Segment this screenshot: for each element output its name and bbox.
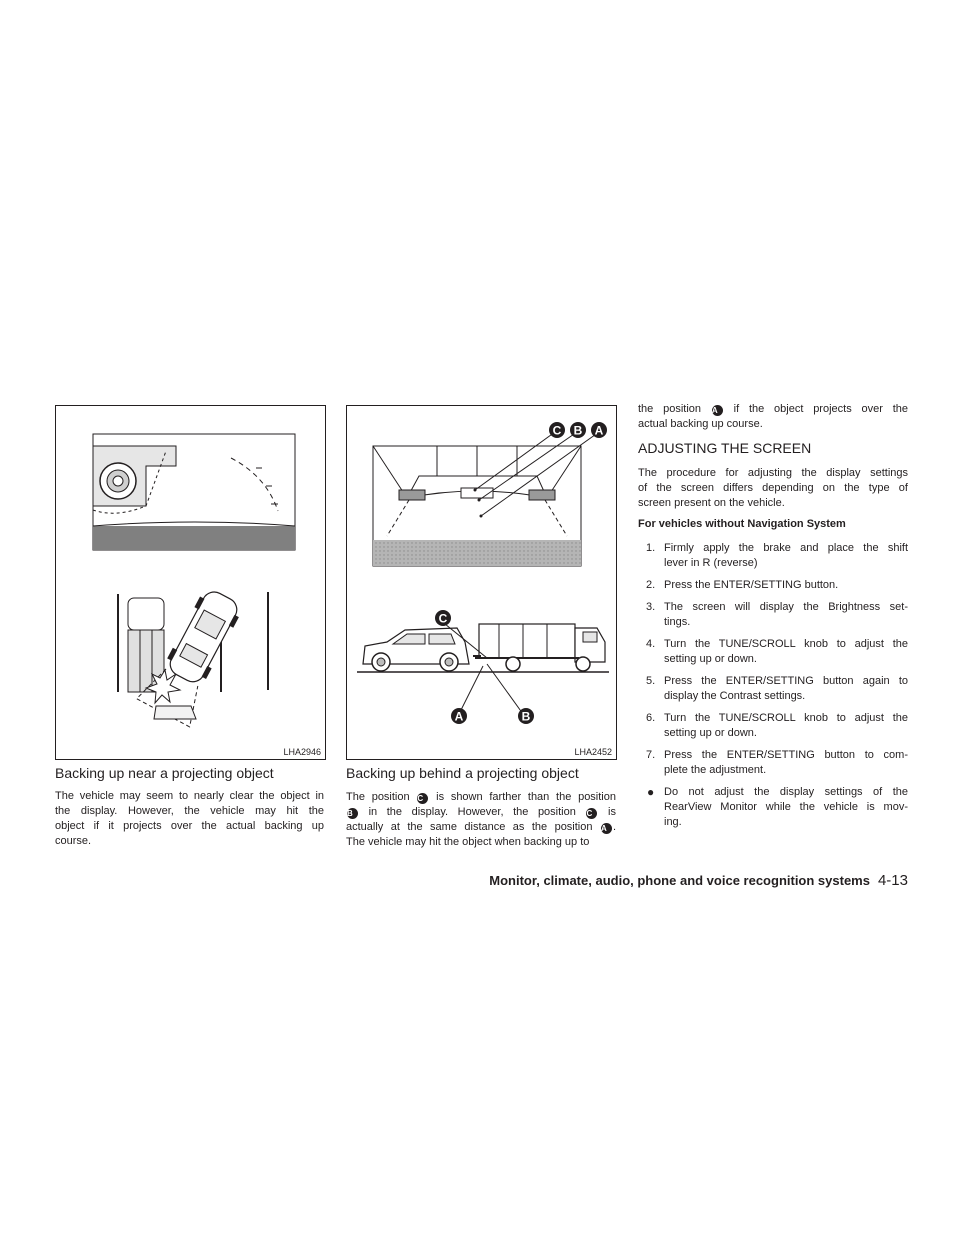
text-line: The vehicle may seem to nearly clear the object in: [55, 790, 324, 802]
figure-backing-behind-object: [346, 405, 617, 760]
text-line: ing.: [664, 816, 682, 828]
text-line: [346, 790, 616, 805]
text-line: course.: [55, 835, 92, 847]
text-line: Firmly apply the brake and place the shift: [664, 542, 908, 554]
bullet-item: [638, 785, 908, 830]
steps-list: [638, 541, 908, 837]
text-run: the position: [638, 403, 702, 415]
label-a-top: A: [594, 423, 604, 438]
marker-a: A: [712, 405, 723, 416]
label-c-top: C: [552, 423, 562, 438]
text-line: RearView Monitor while the vehicle is mov-: [664, 801, 908, 813]
figure-backing-near-object: [55, 405, 326, 760]
step-number: 7.: [646, 749, 656, 761]
list-item: [638, 711, 908, 741]
text-line: of the screen differs depending on the type of: [638, 482, 908, 494]
label-c-side: C: [438, 611, 448, 626]
label-a-bottom: A: [454, 709, 464, 724]
list-item: [638, 748, 908, 778]
label-b-top: B: [573, 423, 583, 438]
step-number: 4.: [646, 638, 656, 650]
text-line: The procedure for adjusting the display settings: [638, 467, 908, 479]
text-run: The position: [346, 791, 410, 803]
text-line: plete the adjustment.: [664, 764, 767, 776]
text-line: [346, 805, 616, 820]
figure-code: LHA2946: [283, 747, 321, 757]
marker-b: B: [347, 808, 358, 819]
text-line: Press the ENTER/SETTING button again to: [664, 675, 908, 687]
text-line: tings.: [664, 616, 691, 628]
bullet-icon: ●: [647, 785, 655, 799]
step-number: 1.: [646, 542, 656, 554]
label-b-bottom: B: [521, 709, 531, 724]
marker-c: C: [586, 808, 597, 819]
text-line: display the Contrast settings.: [664, 690, 806, 702]
figure-1-illustration: [56, 406, 325, 759]
subheading: For vehicles without Navigation System: [638, 518, 846, 530]
figure-2-text: [346, 790, 616, 850]
text-run: if the object projects over the: [733, 403, 909, 415]
marker-a: A: [601, 823, 612, 834]
page-footer: [430, 872, 908, 889]
text-line: [638, 402, 908, 417]
text-line: setting up or down.: [664, 653, 757, 665]
text-line: actual backing up course.: [638, 418, 763, 430]
text-line: Do not adjust the display settings of the: [664, 786, 908, 798]
text-line: object if it projects over the actual backing up: [55, 820, 324, 832]
text-run: is shown farther than the position: [436, 791, 616, 803]
footer-section-title: Monitor, climate, audio, phone and voice recognition systems: [489, 873, 870, 888]
list-item: [638, 600, 908, 630]
text-line: Press the ENTER/SETTING button to com-: [664, 749, 908, 761]
step-number: 3.: [646, 601, 656, 613]
list-item: [638, 674, 908, 704]
intro-paragraph: [638, 466, 908, 511]
text-run: is: [608, 806, 616, 818]
text-line: screen present on the vehicle.: [638, 497, 785, 509]
text-line: Turn the TUNE/SCROLL knob to adjust the: [664, 638, 908, 650]
text-line: setting up or down.: [664, 727, 757, 739]
continued-text: [638, 402, 908, 432]
text-run: actually at the same distance as the position: [346, 821, 593, 833]
figure-code: LHA2452: [574, 747, 612, 757]
marker-c: C: [417, 793, 428, 804]
step-number: 5.: [646, 675, 656, 687]
list-item: [638, 578, 908, 593]
text-run: in the display. However, the position: [368, 806, 576, 818]
figure-2-illustration: [347, 406, 616, 759]
section-heading: ADJUSTING THE SCREEN: [638, 440, 812, 456]
list-item: [638, 541, 908, 571]
step-number: 6.: [646, 712, 656, 724]
text-line: The screen will display the Brightness set-: [664, 601, 908, 613]
figure-2-caption: Backing up behind a projecting object: [346, 765, 579, 781]
text-line: [346, 820, 616, 835]
text-run: .: [612, 821, 616, 833]
text-line: lever in R (reverse): [664, 557, 758, 569]
text-line: the display. However, the vehicle may hit the: [55, 805, 324, 817]
text-line: Press the ENTER/SETTING button.: [664, 579, 839, 591]
list-item: [638, 637, 908, 667]
step-number: 2.: [646, 579, 656, 591]
figure-1-caption: Backing up near a projecting object: [55, 765, 274, 781]
text-line: Turn the TUNE/SCROLL knob to adjust the: [664, 712, 908, 724]
text-line: The vehicle may hit the object when backing up to: [346, 836, 590, 848]
figure-1-text: [55, 789, 324, 849]
page-number: 4-13: [877, 872, 908, 889]
